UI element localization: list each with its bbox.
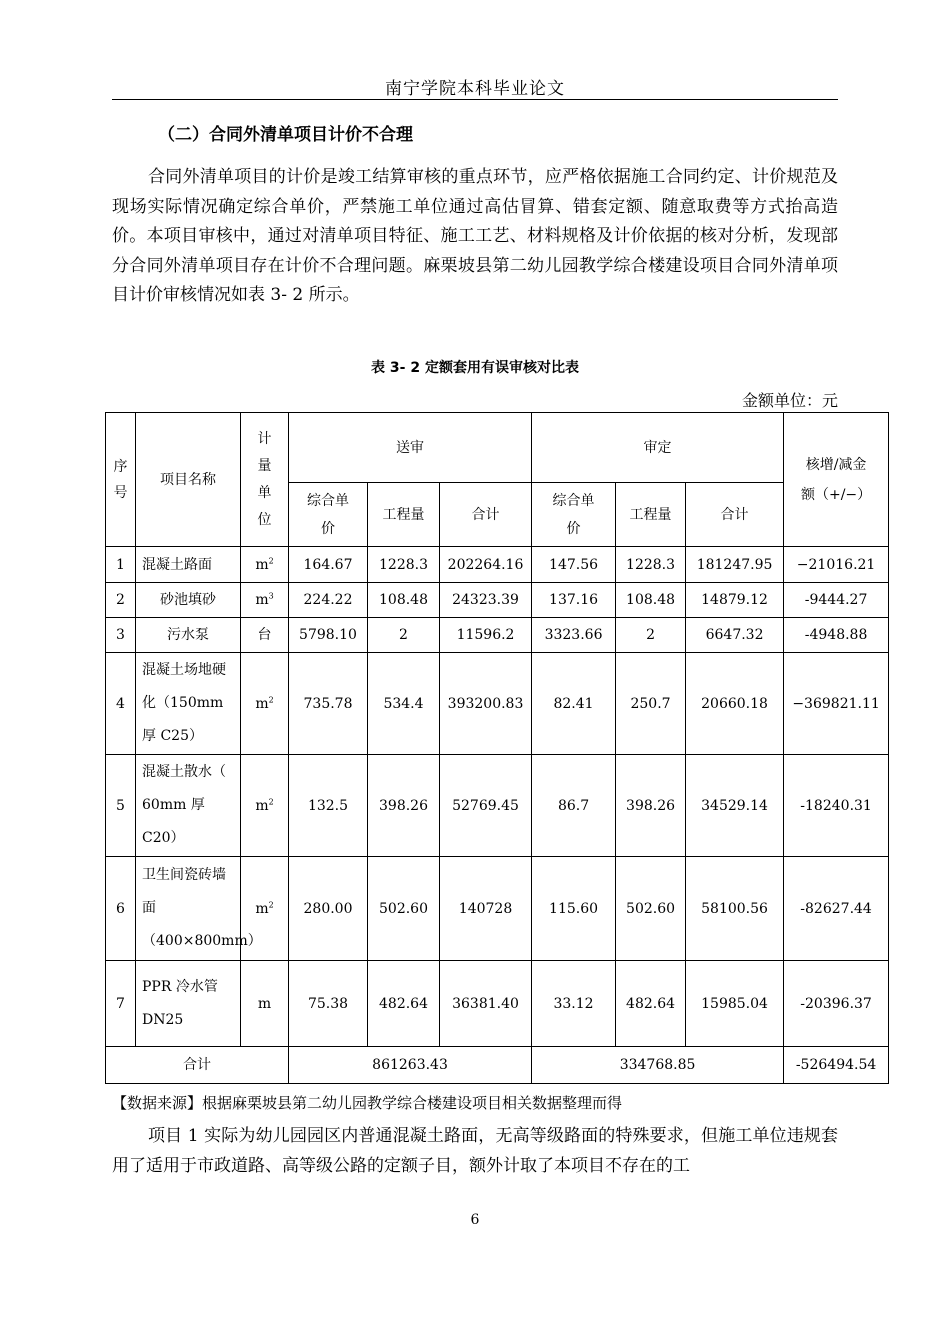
page-number: 6 <box>470 1212 480 1228</box>
page-header: 南宁学院本科毕业论文 <box>385 79 565 99</box>
table-row: 7 PPR 冷水管 DN25 m 75.38 482.64 36381.40 33.12 482.64 15985.04 -20396.37 <box>106 961 889 1047</box>
unit-note: 金额单位：元 <box>741 391 838 410</box>
header-approved: 审定 <box>532 413 784 483</box>
header-seq: 序 号 <box>106 413 136 547</box>
table-footer-row <box>106 1047 889 1084</box>
body-paragraph-2: 项目 1 实际为幼儿园园区内普通混凝土路面，无高等级路面的特殊要求，但施工单位违规套用了适用于市政道路、高等级公路的定额子目，额外计取了本项目不存在的工 <box>112 1126 838 1176</box>
data-source-note: 【数据来源】根据麻栗坡县第二幼儿园教学综合楼建设项目相关数据整理而得 <box>112 1094 623 1112</box>
table-row: 4 混凝土场地硬化（150mm 厚 C25） $m^2$ 735.78 534.4 393200.83 82.41 250.7 20660.18 −369821.11 <box>106 653 889 755</box>
header-diff: 核增/减金 额（+/−） <box>784 413 889 547</box>
table-row: 5 混凝土散水（ 60mm 厚 C20） $m^2$ 132.5 398.26 52769.45 86.7 398.26 34529.14 -18240.31 <box>106 755 889 857</box>
footer-label: 合计 <box>106 1047 289 1084</box>
footer-diff-total: -526494.54 <box>784 1047 889 1084</box>
section-title: （二）合同外清单项目计价不合理 <box>158 125 413 145</box>
header-name: 项目名称 <box>136 413 241 547</box>
header-submitted: 送审 <box>289 413 532 483</box>
header-unit: 计 量 单 位 <box>241 413 289 547</box>
table-row: 2 砂池填砂 $m^3$ 224.22 108.48 24323.39 137.16 108.48 14879.12 -9444.27 <box>106 583 889 618</box>
header-submitted-unit-price: 综合单 价 <box>289 483 368 547</box>
table-row: 1 混凝土路面 $m^2$ 164.67 1228.3 202264.16 147.56 1228.3 181247.95 −21016.21 <box>106 547 889 583</box>
table-row: 6 卫生间瓷砖墙面（400×800mm） $m^2$ 280.00 502.60 140728 115.60 502.60 58100.56 -82627.44 <box>106 857 889 961</box>
header-approved-total: 合计 <box>686 483 784 547</box>
header-approved-quantity: 工程量 <box>616 483 686 547</box>
table-row: 3 污水泵 台 5798.10 2 11596.2 3323.66 2 6647.32 -4948.88 <box>106 618 889 653</box>
audit-comparison-table <box>105 412 889 1084</box>
table-caption: 表 3- 2 定额套用有误审核对比表 <box>371 360 579 376</box>
body-paragraph-1: 合同外清单项目的计价是竣工结算审核的重点环节，应严格依据施工合同约定、计价规范及现场实际情况确定综合单价，严禁施工单位通过高估冒算、错套定额、随意取费等方式抬高造价。本项目审核中，通过对清单项目特征、施工工艺、材料规格及计价依据的核对分析，发现部分合同外清单项目存在计价不合理问题。麻栗坡县第二幼儿园教学综合楼建设项目合同外清单项目计价审核情况如表 3- 2 所示。 <box>112 167 838 305</box>
header-submitted-quantity: 工程量 <box>368 483 440 547</box>
footer-submitted-total: 861263.43 <box>289 1047 532 1084</box>
header-rule <box>112 99 838 100</box>
footer-approved-total: 334768.85 <box>532 1047 784 1084</box>
header-submitted-total: 合计 <box>440 483 532 547</box>
header-approved-unit-price: 综合单 价 <box>532 483 616 547</box>
